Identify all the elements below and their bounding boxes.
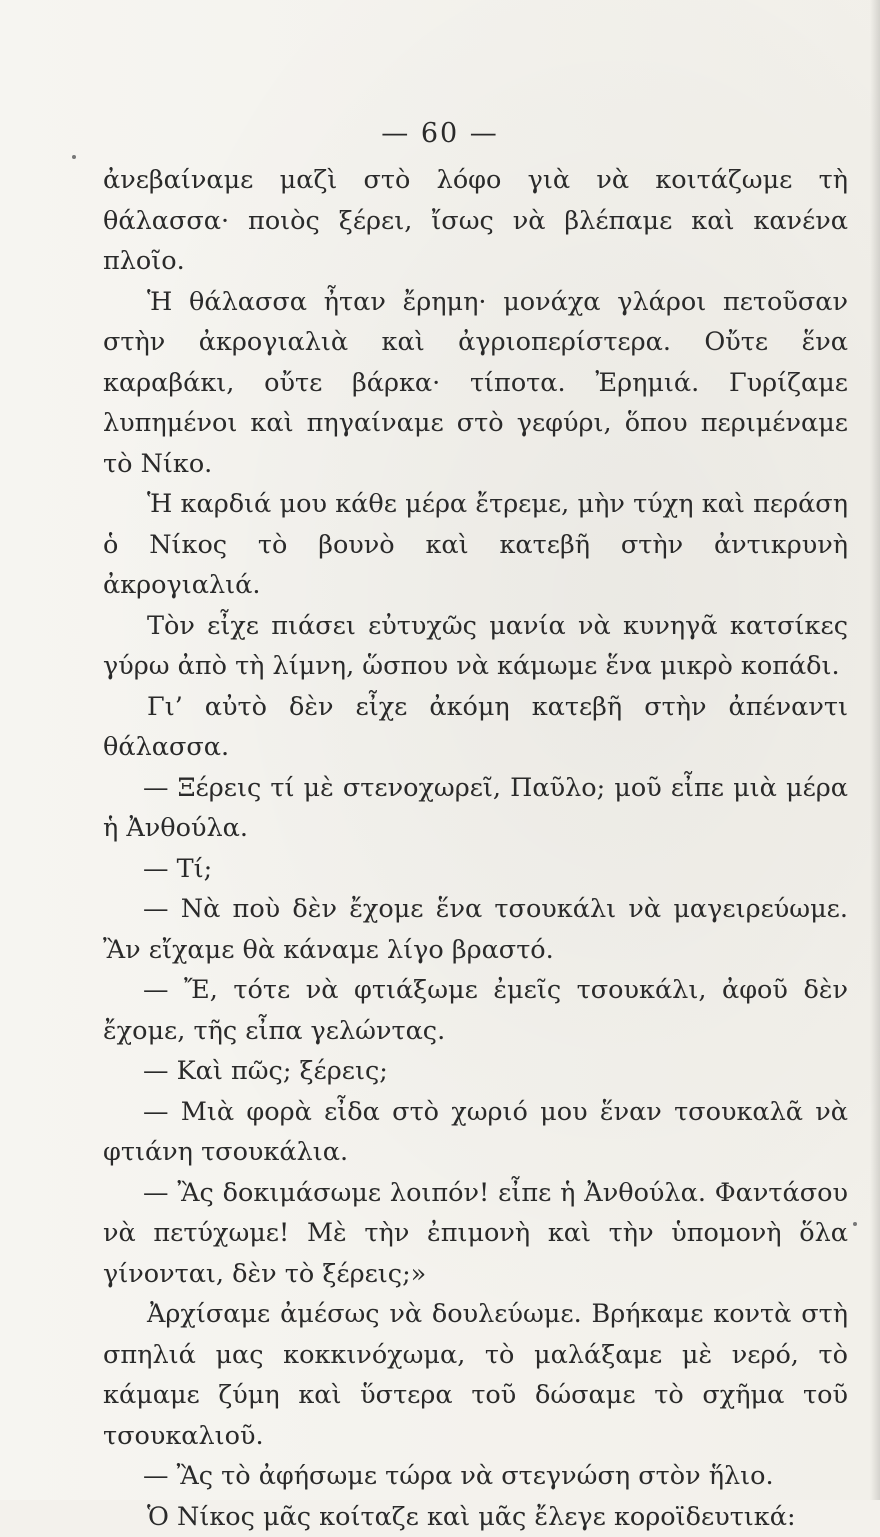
page-number: — 60 — [0,118,880,149]
body-text [103,160,848,1537]
dialogue-line: — Τί; [103,849,848,890]
dialogue-line: — Καὶ πῶς; ξέρεις; [103,1051,848,1092]
dialogue-line: — Μιὰ φορὰ εἶδα στὸ χωριό μου ἕναν τσουκαλᾶ νὰ φτιάνη τσουκάλια. [103,1092,848,1173]
ink-speck [72,155,76,159]
paragraph: Γι’ αὐτὸ δὲν εἶχε ἀκόμη κατεβῆ στὴν ἀπέναντι θάλασσα. [103,687,848,768]
paragraph: Ἀρχίσαμε ἀμέσως νὰ δουλεύωμε. Βρήκαμε κοντὰ στὴ σπηλιά μας κοκκινόχωμα, τὸ μαλάξαμε μὲ νερό, τὸ κάμαμε ζύμη καὶ ὕστερα τοῦ δώσαμε τὸ σχῆμα τοῦ τσουκαλιοῦ. [103,1294,848,1456]
paragraph: Ἡ θάλασσα ἦταν ἔρημη· μονάχα γλάροι πετοῦσαν στὴν ἀκρογιαλιὰ καὶ ἀγριοπερίστερα. Οὔτε ἕνα καραβάκι, οὔτε βάρκα· τίποτα. Ἐρημιά. Γυρίζαμε λυπημένοι καὶ πηγαίναμε στὸ γεφύρι, ὅπου περιμέναμε τὸ Νίκο. [103,282,848,485]
paragraph: ἀνεβαίναμε μαζὶ στὸ λόφο γιὰ νὰ κοιτάζωμε τὴ θάλασσα· ποιὸς ξέρει, ἴσως νὰ βλέπαμε καὶ κανένα πλοῖο. [103,160,848,282]
page-edge-shadow [870,0,880,1500]
paragraph: Τὸν εἶχε πιάσει εὐτυχῶς μανία νὰ κυνηγᾶ κατσίκες γύρω ἀπὸ τὴ λίμνη, ὥσπου νὰ κάμωμε ἕνα μικρὸ κοπάδι. [103,606,848,687]
dialogue-line: — Ἔ, τότε νὰ φτιάξωμε ἐμεῖς τσουκάλι, ἀφοῦ δὲν ἔχομε, τῆς εἶπα γελώντας. [103,970,848,1051]
paragraph: Ὁ Νίκος μᾶς κοίταζε καὶ μᾶς ἔλεγε κοροϊδευτικά: [103,1497,848,1537]
dialogue-line: — Ἂς δοκιμάσωμε λοιπόν! εἶπε ἡ Ἀνθούλα. Φαντάσου νὰ πετύχωμε! Μὲ τὴν ἐπιμονὴ καὶ τὴν ὑπομονὴ ὅλα γίνονται, δὲν τὸ ξέρεις;» [103,1173,848,1295]
ink-speck [853,1222,857,1226]
dialogue-line: — Ἂς τὸ ἀφήσωμε τώρα νὰ στεγνώση στὸν ἥλιο. [103,1456,848,1497]
paragraph: Ἡ καρδιά μου κάθε μέρα ἔτρεμε, μὴν τύχη καὶ περάση ὁ Νίκος τὸ βουνὸ καὶ κατεβῆ στὴν ἀντικρυνὴ ἀκρογιαλιά. [103,484,848,606]
dialogue-line: — Νὰ ποὺ δὲν ἔχομε ἕνα τσουκάλι νὰ μαγειρεύωμε. Ἂν εἴχαμε θὰ κάναμε λίγο βραστό. [103,889,848,970]
dialogue-line: — Ξέρεις τί μὲ στενοχωρεῖ, Παῦλο; μοῦ εἶπε μιὰ μέρα ἡ Ἀνθούλα. [103,768,848,849]
